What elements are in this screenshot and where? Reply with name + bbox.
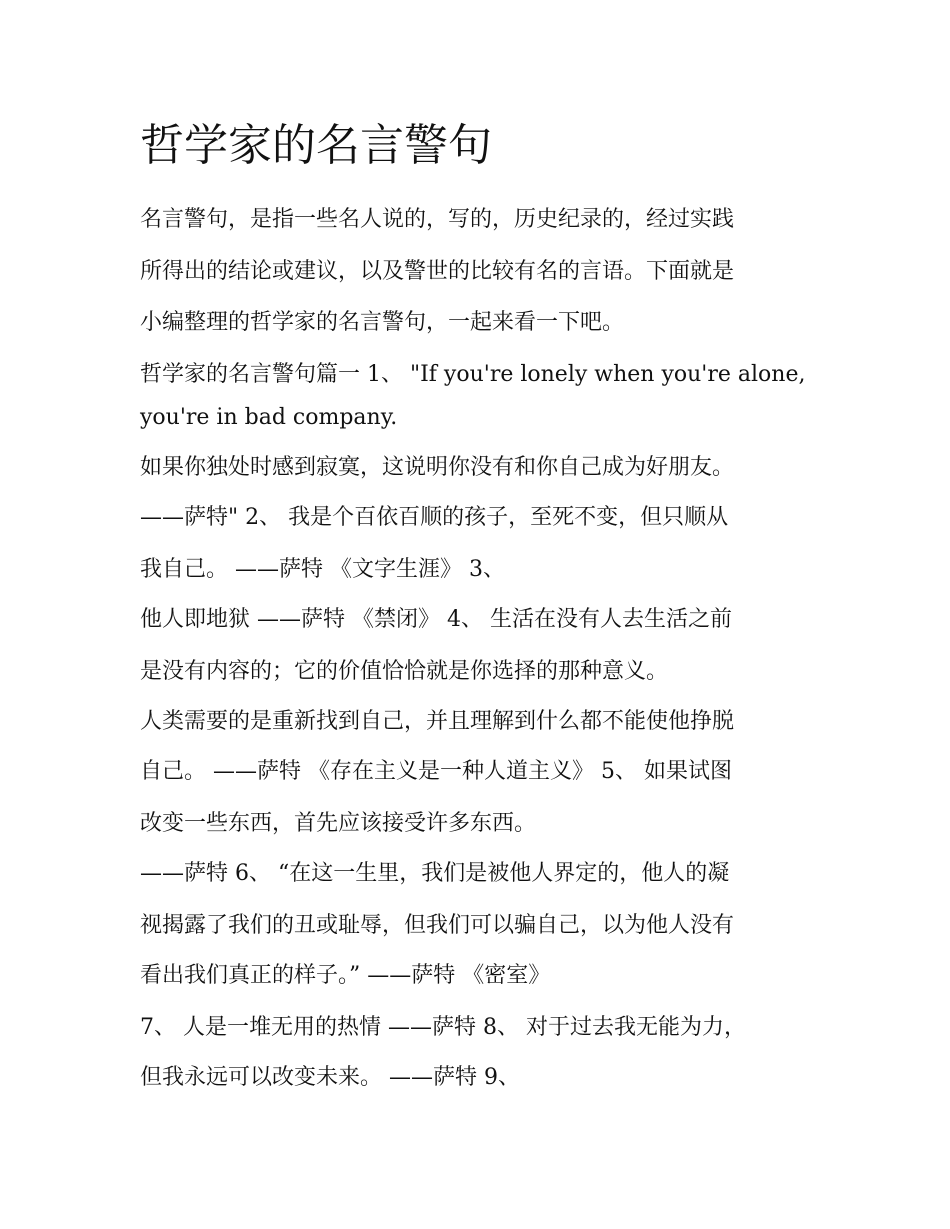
text-line: 小编整理的哲学家的名言警句，一起来看一下吧。 xyxy=(140,310,625,335)
text-line: 看出我们真正的样子。” ——萨特 《密室》 xyxy=(140,963,551,988)
text-line: 改变一些东西，首先应该接受许多东西。 xyxy=(140,811,537,836)
text-line: ——萨特" 2、 我是个百依百顺的孩子，至死不变，但只顺从 xyxy=(140,505,729,530)
page-title: 哲学家的名言警句 xyxy=(140,120,492,171)
text-line: 是没有内容的；它的价值恰恰就是你选择的那种意义。 xyxy=(140,659,669,684)
text-line: 哲学家的名言警句篇一 1、 "If you're lonely when you're alone, xyxy=(140,362,806,387)
text-line: 名言警句，是指一些名人说的，写的，历史纪录的，经过实践 xyxy=(140,207,735,232)
text-line: 自己。 ——萨特 《存在主义是一种人道主义》 5、 如果试图 xyxy=(140,759,732,784)
text-line: 所得出的结论或建议，以及警世的比较有名的言语。下面就是 xyxy=(140,259,735,284)
text-line: 如果你独处时感到寂寞，这说明你没有和你自己成为好朋友。 xyxy=(140,455,735,480)
text-line: 视揭露了我们的丑或耻辱，但我们可以骗自己，以为他人没有 xyxy=(140,913,735,938)
text-line: 7、 人是一堆无用的热情 ——萨特 8、 对于过去我无能为力， xyxy=(140,1015,746,1040)
text-line: ——萨特 6、 “在这一生里，我们是被他人界定的，他人的凝 xyxy=(140,861,730,886)
text-line: 我自己。 ——萨特 《文字生涯》 3、 xyxy=(140,557,505,582)
text-line: 但我永远可以改变未来。 ——萨特 9、 xyxy=(140,1065,520,1090)
text-line: 人类需要的是重新找到自己，并且理解到什么都不能使他挣脱 xyxy=(140,709,735,734)
text-line: you're in bad company. xyxy=(140,405,398,430)
text-line: 他人即地狱 ——萨特 《禁闭》 4、 生活在没有人去生活之前 xyxy=(140,607,732,632)
